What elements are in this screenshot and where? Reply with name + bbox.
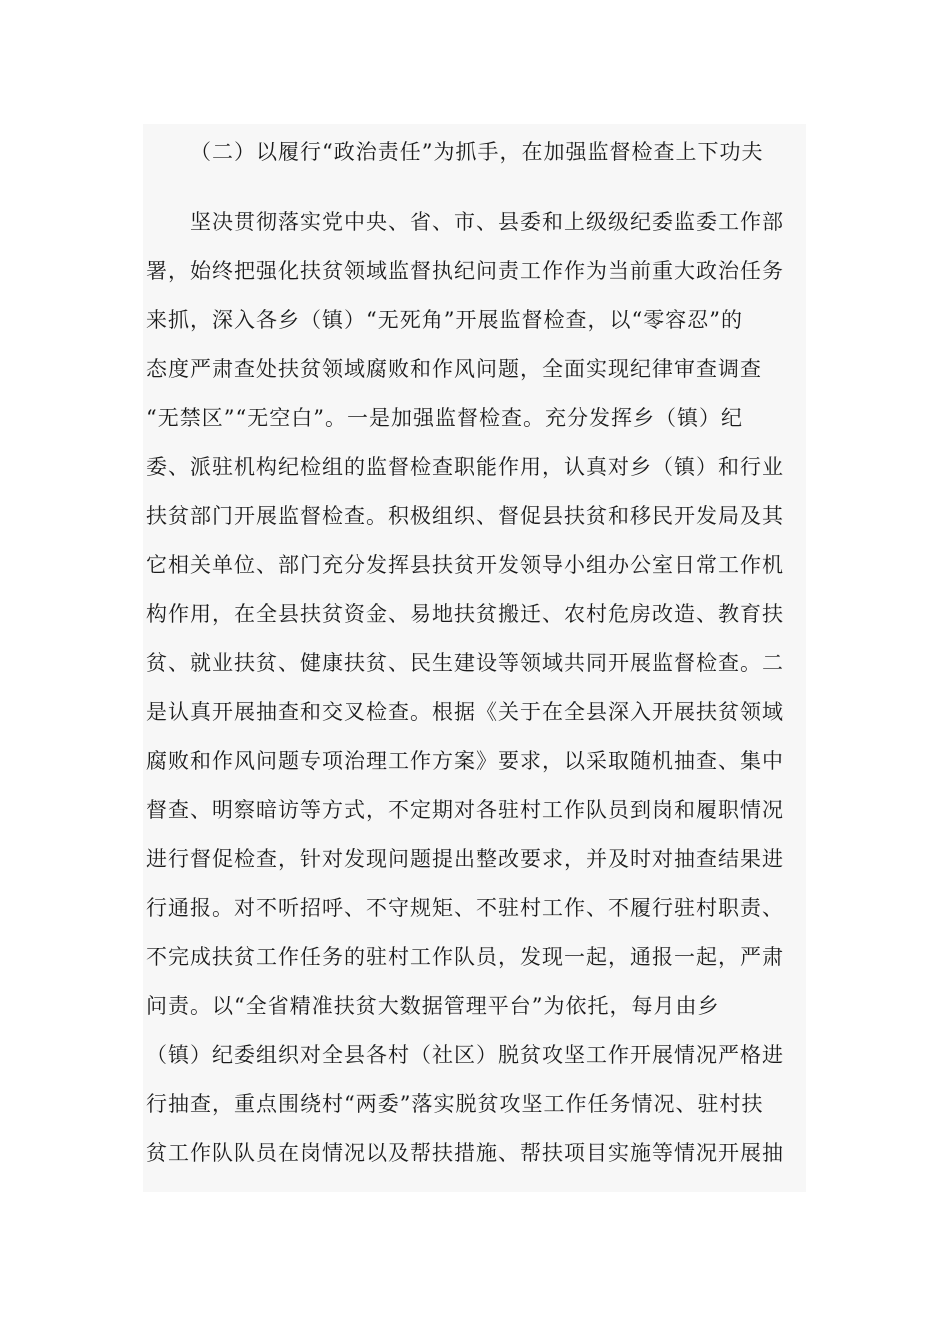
- paragraph-line: 来抓，深入各乡（镇）“无死角”开展监督检查，以“零容忍”的: [146, 308, 743, 332]
- paragraph-line: 构作用，在全县扶贫资金、易地扶贫搬迁、农村危房改造、教育扶: [146, 602, 784, 626]
- paragraph-line: 它相关单位、部门充分发挥县扶贫开发领导小组办公室日常工作机: [146, 553, 784, 577]
- paragraph-line: 贫工作队队员在岗情况以及帮扶措施、帮扶项目实施等情况开展抽: [146, 1141, 784, 1165]
- paragraph-line: 坚决贯彻落实党中央、省、市、县委和上级级纪委监委工作部: [190, 210, 784, 234]
- paragraph-line: 扶贫部门开展监督检查。积极组织、督促县扶贫和移民开发局及其: [146, 504, 784, 528]
- paragraph-line: 委、派驻机构纪检组的监督检查职能作用，认真对乡（镇）和行业: [146, 455, 784, 479]
- paragraph-line: 不完成扶贫工作任务的驻村工作队员，发现一起，通报一起，严肃: [146, 945, 784, 969]
- paragraph-line: 行抽查，重点围绕村“两委”落实脱贫攻坚工作任务情况、驻村扶: [146, 1092, 764, 1116]
- paragraph-line: 是认真开展抽查和交叉检查。根据《关于在全县深入开展扶贫领域: [146, 700, 784, 724]
- section-heading: （二）以履行“政治责任”为抓手，在加强监督检查上下功夫: [190, 140, 764, 164]
- paragraph-line: 问责。以“全省精准扶贫大数据管理平台”为依托，每月由乡: [146, 994, 720, 1018]
- paragraph-line: 署，始终把强化扶贫领域监督执纪问责工作作为当前重大政治任务: [146, 259, 784, 283]
- paragraph-line: 督查、明察暗访等方式，不定期对各驻村工作队员到岗和履职情况: [146, 798, 784, 822]
- paragraph-line: “无禁区”“无空白”。一是加强监督检查。充分发挥乡（镇）纪: [146, 406, 743, 430]
- paragraph-line: （镇）纪委组织对全县各村（社区）脱贫攻坚工作开展情况严格进: [146, 1043, 784, 1067]
- paragraph-line: 行通报。对不听招呼、不守规矩、不驻村工作、不履行驻村职责、: [146, 896, 784, 920]
- paragraph-line: 态度严肃查处扶贫领域腐败和作风问题，全面实现纪律审查调查: [146, 357, 762, 381]
- paragraph-line: 贫、就业扶贫、健康扶贫、民生建设等领域共同开展监督检查。二: [146, 651, 784, 675]
- paragraph-line: 腐败和作风问题专项治理工作方案》要求，以采取随机抽查、集中: [146, 749, 784, 773]
- paragraph-line: 进行督促检查，针对发现问题提出整改要求，并及时对抽查结果进: [146, 847, 784, 871]
